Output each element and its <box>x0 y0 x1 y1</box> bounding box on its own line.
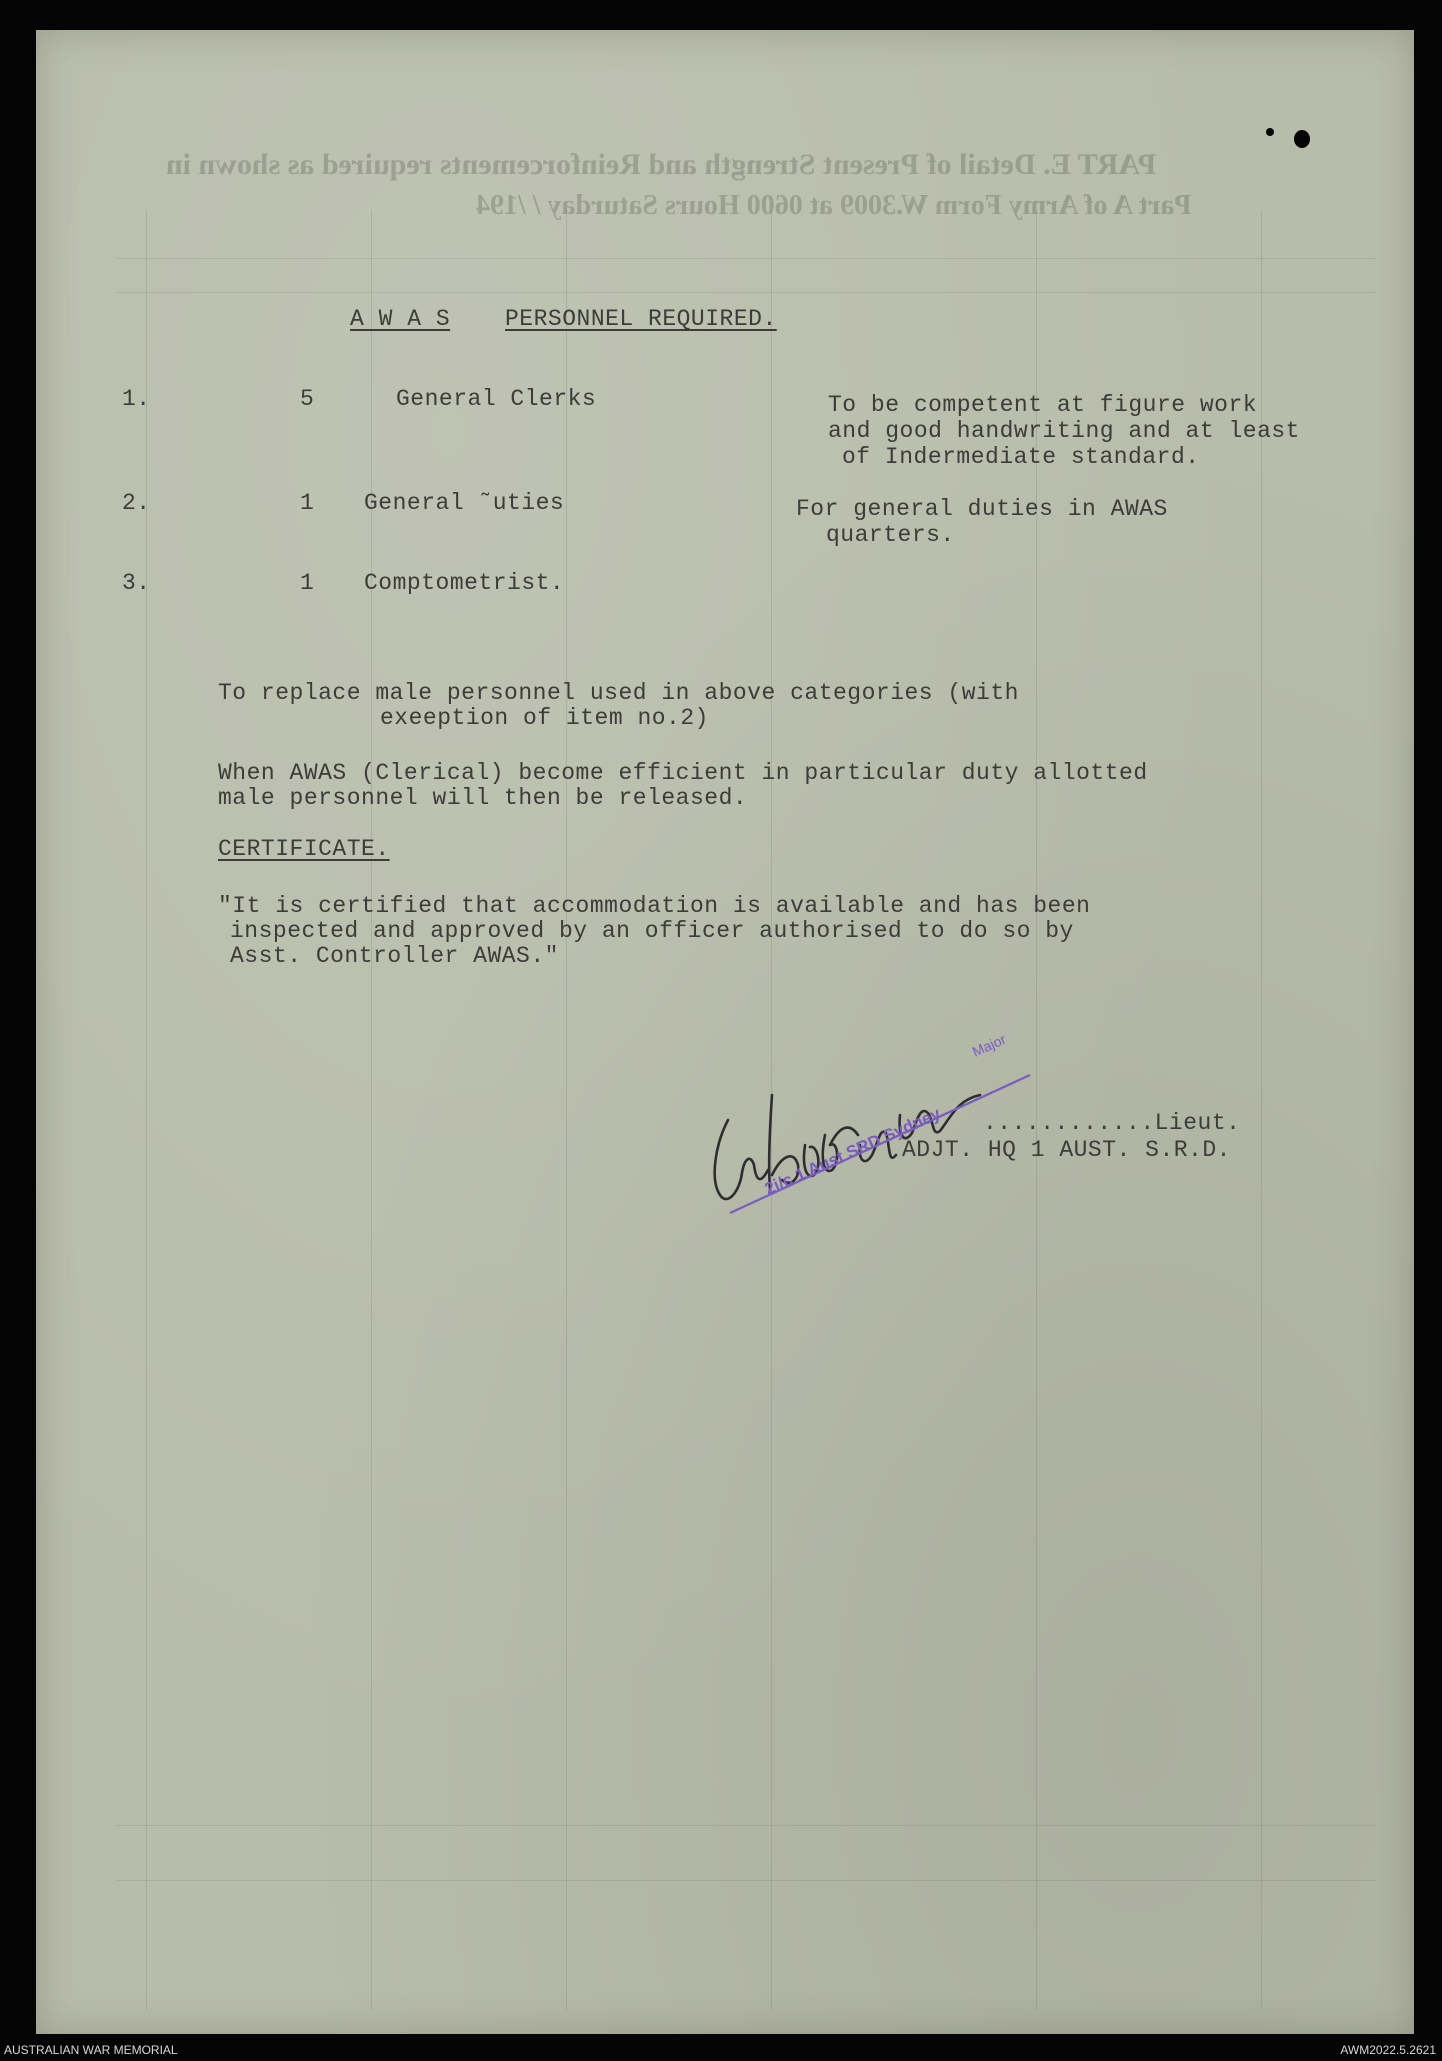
show-through-line-2: Part A of Army Form W.3009 at 0600 Hours Saturday / /194 <box>476 190 1192 221</box>
item-1-note-3: of Indermediate standard. <box>842 444 1200 470</box>
ghost-rule <box>146 210 147 2010</box>
item-1-quantity: 5 <box>300 386 315 412</box>
signature-rank-line: ............Lieut. <box>983 1110 1241 1136</box>
item-1-note-1: To be competent at figure work <box>828 392 1258 418</box>
item-2-quantity: 1 <box>300 490 315 516</box>
item-2-note-1: For general duties in AWAS <box>796 496 1168 522</box>
item-1-note-2: and good handwriting and at least <box>828 418 1300 444</box>
efficient-line-1: When AWAS (Clerical) become efficient in particular duty allotted <box>218 760 1148 786</box>
footer-accession-number: AWM2022.5.2621 <box>1340 2043 1436 2057</box>
item-1-role: General Clerks <box>396 386 597 412</box>
certificate-line-2: inspected and approved by an officer authorised to do so by <box>230 918 1074 944</box>
signature-stamp <box>690 995 1050 1225</box>
certificate-line-1: "It is certified that accommodation is available and has been <box>218 893 1091 919</box>
item-3-role: Comptometrist. <box>364 570 565 596</box>
heading-awas: A W A S <box>350 306 451 332</box>
certificate-heading: CERTIFICATE. <box>218 836 390 862</box>
stamp-unit-text: 2i/c 1 Aust SRD Sydney <box>761 1103 944 1199</box>
footer-institution: AUSTRALIAN WAR MEMORIAL <box>4 2043 178 2057</box>
stamp-rank-text: Major <box>969 1030 1009 1060</box>
ghost-rule <box>371 210 372 2010</box>
ghost-rule <box>1261 210 1262 2010</box>
ghost-rule <box>116 1880 1376 1881</box>
heading-personnel-required: PERSONNEL REQUIRED. <box>505 306 777 332</box>
show-through-line-1: PART E. Detail of Present Strength and Reinforcements required as shown in <box>166 148 1157 181</box>
item-2-note-2: quarters. <box>826 522 955 548</box>
item-1-number: 1. <box>122 386 151 412</box>
punch-hole <box>1266 128 1274 136</box>
ghost-rule <box>566 210 567 2010</box>
replace-line-2: exeeption of item no.2) <box>380 705 709 731</box>
item-3-number: 3. <box>122 570 151 596</box>
ghost-rule <box>116 1825 1376 1826</box>
ghost-rule <box>116 258 1376 259</box>
item-3-quantity: 1 <box>300 570 315 596</box>
item-2-number: 2. <box>122 490 151 516</box>
efficient-line-2: male personnel will then be released. <box>218 785 748 811</box>
ghost-rule <box>116 292 1376 293</box>
punch-hole <box>1294 130 1310 148</box>
signature-title-line: ADJT. HQ 1 AUST. S.R.D. <box>902 1137 1231 1163</box>
certificate-line-3: Asst. Controller AWAS." <box>230 943 559 969</box>
item-2-role: General ˜uties <box>364 490 565 516</box>
replace-line-1: To replace male personnel used in above categories (with <box>218 680 1019 706</box>
